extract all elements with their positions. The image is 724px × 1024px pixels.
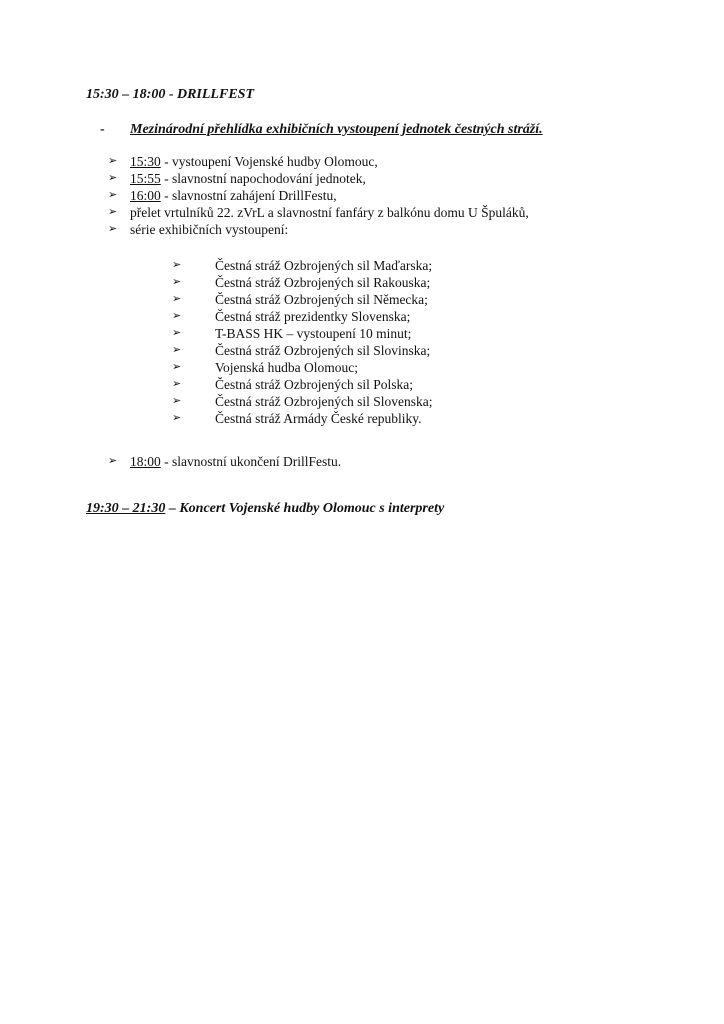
arrow-bullet-icon: ➢ <box>108 155 118 167</box>
program-time: 16:00 <box>130 188 161 203</box>
performance-text: Čestná stráž Ozbrojených sil Německa; <box>215 292 428 307</box>
program-text: - slavnostní zahájení DrillFestu, <box>160 188 337 203</box>
closing-time: 18:00 <box>130 454 161 469</box>
list-item <box>172 359 432 376</box>
performance-text: Čestná stráž Ozbrojených sil Slovinska; <box>215 343 431 358</box>
arrow-bullet-icon: ➢ <box>172 276 182 288</box>
list-item <box>172 342 432 359</box>
performances-list <box>172 257 432 427</box>
list-item <box>108 153 529 170</box>
list-item <box>108 204 529 221</box>
arrow-bullet-icon: ➢ <box>108 206 118 218</box>
list-item <box>108 187 529 204</box>
performance-text: Čestná stráž Armády České republiky. <box>215 411 422 426</box>
list-item <box>172 257 432 274</box>
arrow-bullet-icon: ➢ <box>108 455 118 467</box>
dash-marker: - <box>100 122 105 137</box>
program-text: - vystoupení Vojenské hudby Olomouc, <box>160 154 378 169</box>
closing-list <box>108 453 341 470</box>
arrow-bullet-icon: ➢ <box>108 189 118 201</box>
performance-text: Čestná stráž prezidentky Slovenska; <box>215 309 411 324</box>
list-item <box>172 325 432 342</box>
drillfest-time-title: 15:30 – 18:00 - DRILLFEST <box>86 87 254 102</box>
list-item <box>172 393 432 410</box>
arrow-bullet-icon: ➢ <box>172 395 182 407</box>
list-item <box>108 221 529 238</box>
arrow-bullet-icon: ➢ <box>108 172 118 184</box>
list-item <box>172 376 432 393</box>
performance-text: Čestná stráž Ozbrojených sil Maďarska; <box>215 258 433 273</box>
program-time: 15:55 <box>130 171 161 186</box>
arrow-bullet-icon: ➢ <box>172 259 182 271</box>
arrow-bullet-icon: ➢ <box>108 223 118 235</box>
drillfest-subtitle: Mezinárodní přehlídka exhibičních vystoupení jednotek čestných stráží. <box>130 122 543 137</box>
list-item <box>172 291 432 308</box>
arrow-bullet-icon: ➢ <box>172 327 182 339</box>
arrow-bullet-icon: ➢ <box>172 293 182 305</box>
section-heading-concert <box>86 500 444 518</box>
arrow-bullet-icon: ➢ <box>172 361 182 373</box>
performance-text: Čestná stráž Ozbrojených sil Polska; <box>215 377 413 392</box>
list-item <box>108 170 529 187</box>
program-time: 15:30 <box>130 154 161 169</box>
arrow-bullet-icon: ➢ <box>172 412 182 424</box>
list-item <box>172 308 432 325</box>
performance-text: Čestná stráž Ozbrojených sil Rakouska; <box>215 275 431 290</box>
program-text: - slavnostní napochodování jednotek, <box>160 171 366 186</box>
list-item <box>172 274 432 291</box>
arrow-bullet-icon: ➢ <box>172 310 182 322</box>
performance-text: T-BASS HK – vystoupení 10 minut; <box>215 326 412 341</box>
concert-title: – Koncert Vojenské hudby Olomouc s interprety <box>165 501 445 516</box>
performance-text: Vojenská hudba Olomouc; <box>215 360 358 375</box>
subtitle-row <box>100 121 543 139</box>
arrow-bullet-icon: ➢ <box>172 378 182 390</box>
list-item <box>108 453 341 470</box>
list-item <box>172 410 432 427</box>
program-text: série exhibičních vystoupení: <box>130 222 289 237</box>
program-list <box>108 153 529 238</box>
concert-time: 19:30 – 21:30 <box>86 501 166 516</box>
performance-text: Čestná stráž Ozbrojených sil Slovenska; <box>215 394 433 409</box>
closing-text: - slavnostní ukončení DrillFestu. <box>160 454 342 469</box>
arrow-bullet-icon: ➢ <box>172 344 182 356</box>
program-text: přelet vrtulníků 22. zVrL a slavnostní fanfáry z balkónu domu U Špuláků, <box>130 205 529 220</box>
section-heading-drillfest <box>86 86 254 104</box>
